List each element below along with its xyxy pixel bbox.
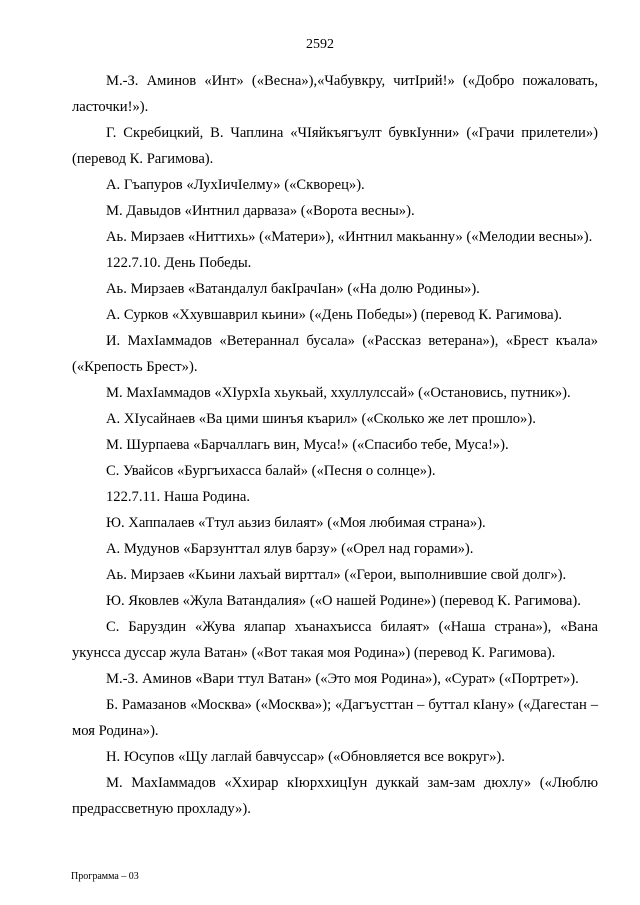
paragraph: Аь. Мирзаев «Кьини лахъай вирттал» («Герои, выполнившие свой долг»). — [106, 567, 567, 583]
paragraph: Б. Рамазанов «Москва» («Москва»); «Дагъусттан – буттал кIану» («Дагестан – моя Родина»). — [72, 697, 598, 739]
paragraph: Аь. Мирзаев «Ватандалул бакIрачIан» («На долю Родины»). — [106, 281, 480, 297]
paragraph: А. ХIусайнаев «Ва цими шинъя къарил» («Сколько же лет прошло»). — [106, 411, 536, 427]
paragraph: М.-З. Аминов «Вари ттул Ватан» («Это моя Родина»), «Сурат» («Портрет»). — [106, 671, 579, 687]
paragraph: Н. Юсупов «Щу лаглай бавчуссар» («Обновляется все вокруг»). — [106, 749, 505, 765]
paragraph: И. МахIаммадов «Ветераннал бусала» («Рассказ ветерана»), «Брест къала» («Крепость Брест»). — [72, 333, 598, 375]
paragraph: Г. Скребицкий, В. Чаплина «ЧIяйкъягъулт бувкIунни» («Грачи прилетели») (перевод К. Рагимова). — [72, 125, 598, 167]
paragraph: М. МахIаммадов «Ххирар кIюрххицIун дуккай зам-зам дюхлу» («Люблю предрассветную прохладу»). — [72, 775, 598, 817]
document-body — [72, 68, 598, 822]
paragraph: Ю. Яковлев «Жула Ватандалия» («О нашей Родине») (перевод К. Рагимова). — [106, 593, 581, 609]
paragraph: А. Мудунов «Барзунттал ялув барзу» («Орел над горами»). — [106, 541, 474, 557]
paragraph: Аь. Мирзаев «Ниттихь» («Матери»), «Интнил макьанну» («Мелодии весны»). — [106, 229, 593, 245]
paragraph: А. Сурков «Ххувшаврил кьини» («День Победы») (перевод К. Рагимова). — [106, 307, 563, 323]
paragraph: М. Давыдов «Интнил дарваза» («Ворота весны»). — [106, 203, 415, 219]
footer-label: Программа – 03 — [71, 871, 139, 882]
paragraph: М.-З. Аминов «Инт» («Весна»),«Чабувкру, читIрий!» («Добро пожаловать, ласточки!»). — [72, 73, 598, 115]
paragraph: С. Увайсов «Бургъихасса балай» («Песня о солнце»). — [106, 463, 436, 479]
paragraph: М. МахIаммадов «ХIурхIа хьукьай, ххуллулссай» («Остановись, путник»). — [106, 385, 571, 401]
section-heading: 122.7.10. День Победы. — [106, 255, 252, 271]
paragraph: А. Гъапуров «ЛухIичIелму» («Скворец»). — [106, 177, 365, 193]
section-heading: 122.7.11. Наша Родина. — [106, 489, 251, 505]
paragraph: С. Баруздин «Жува ялапар хъанахъисса билаят» («Наша страна»), «Вана укунсса дуссар жула Ватан» («Вот такая моя Родина») (перевод К. Рагимова). — [72, 619, 598, 661]
paragraph: Ю. Хаппалаев «Ттул аьзиз билаят» («Моя любимая страна»). — [106, 515, 486, 531]
page-number: 2592 — [306, 37, 334, 52]
paragraph: М. Шурпаева «Барчаллагь вин, Муса!» («Спасибо тебе, Муса!»). — [106, 437, 509, 453]
